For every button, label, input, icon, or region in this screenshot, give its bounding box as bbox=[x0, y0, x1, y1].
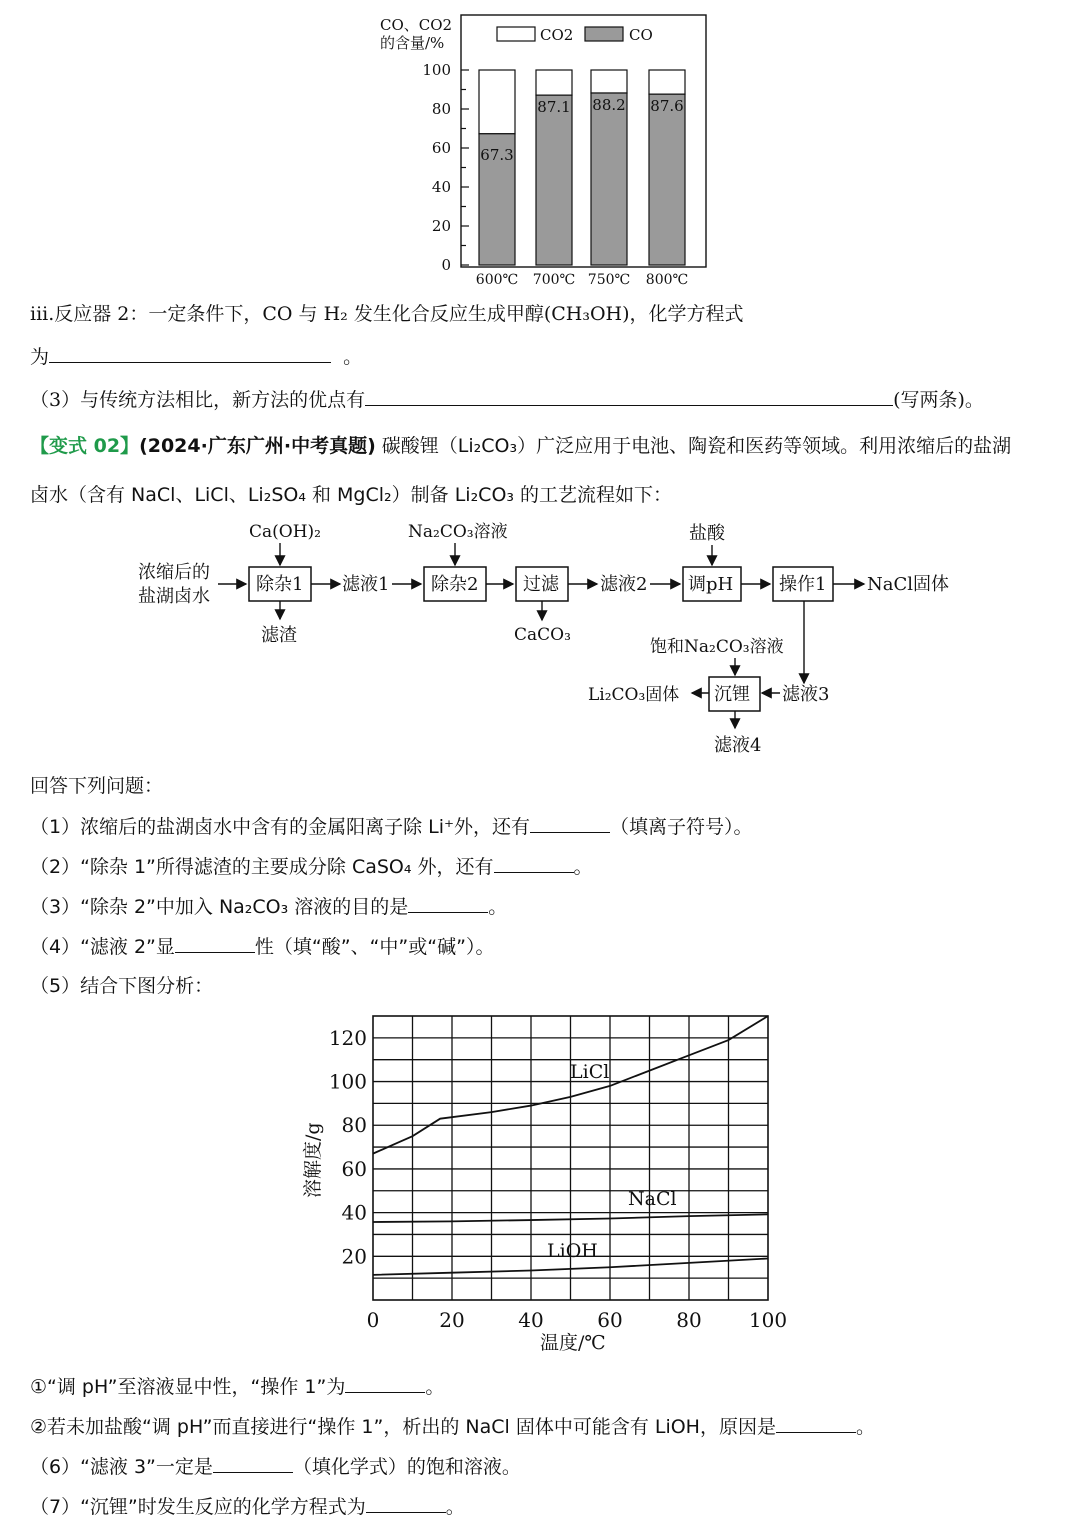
answer-blank-7[interactable] bbox=[366, 1492, 446, 1513]
solubility-ytick-label: 120 bbox=[328, 1025, 367, 1050]
bar-chart-xtick-label: 800℃ bbox=[645, 272, 689, 288]
flow-step6: 沉锂 bbox=[714, 684, 750, 705]
bar-data-label: 87.6 bbox=[650, 97, 684, 116]
question-5: （5）结合下图分析： bbox=[30, 975, 214, 997]
flow-start-line2: 盐湖卤水 bbox=[138, 586, 210, 607]
flow-start-line1: 浓缩后的 bbox=[138, 562, 210, 583]
bar-chart-ytick-label: 60 bbox=[431, 139, 451, 157]
bar-data-label: 87.1 bbox=[537, 98, 571, 117]
solubility-ytick-label: 40 bbox=[341, 1200, 367, 1225]
legend-label-co2: CO2 bbox=[540, 26, 574, 44]
flow-step4: 调pH bbox=[688, 574, 734, 595]
solubility-xtick-label: 0 bbox=[366, 1308, 380, 1332]
solubility-xlabel: 温度/℃ bbox=[540, 1332, 606, 1354]
variant-source: (2024·广东广州·中考真题) bbox=[139, 435, 376, 457]
flow-step2: 除杂2 bbox=[431, 574, 479, 595]
bar-co2 bbox=[479, 70, 515, 134]
bar-chart-xtick-label: 600℃ bbox=[475, 272, 519, 288]
legend-label-co: CO bbox=[629, 26, 653, 44]
flow-step1: 除杂1 bbox=[256, 574, 304, 595]
answer-blank-2[interactable] bbox=[494, 852, 574, 873]
answer-blank-5a[interactable] bbox=[345, 1372, 425, 1393]
solubility-ytick-label: 20 bbox=[341, 1244, 367, 1269]
bar-co bbox=[649, 94, 685, 265]
bar-chart-ytick-label: 40 bbox=[431, 178, 451, 196]
flow-waste1: 滤渣 bbox=[261, 625, 297, 646]
curve-label-licl: LiCl bbox=[570, 1061, 610, 1083]
flow-filtrate2: 滤液2 bbox=[600, 574, 648, 595]
question-6: （6）“滤液 3”一定是 （填化学式）的饱和溶液。 bbox=[30, 1452, 521, 1481]
solubility-ylabel: 溶解度/g bbox=[302, 1122, 324, 1198]
bar-chart-xtick-label: 700℃ bbox=[532, 272, 576, 288]
flow-reagent1: Ca(OH)₂ bbox=[249, 522, 321, 542]
question-iii-line1: iii.反应器 2：一定条件下，CO 与 H₂ 发生化合反应生成甲醇(CH₃OH)，化学方程式 bbox=[30, 303, 744, 325]
answer-blank-5b[interactable] bbox=[776, 1412, 856, 1433]
questions-intro: 回答下列问题： bbox=[30, 775, 164, 797]
legend-swatch-co bbox=[585, 27, 623, 41]
question-7: （7）“沉锂”时发生反应的化学方程式为 。 bbox=[30, 1492, 465, 1521]
bar-chart-ytick-label: 20 bbox=[431, 217, 451, 235]
process-flow-chart bbox=[0, 515, 1080, 765]
bar-chart-ylabel-1: CO、CO2 bbox=[380, 16, 453, 34]
curve-label-lioh: LiOH bbox=[547, 1240, 598, 1262]
bar-chart-xtick-label: 750℃ bbox=[587, 272, 631, 288]
bar-co2 bbox=[536, 70, 572, 95]
question-3: （3）“除杂 2”中加入 Na₂CO₃ 溶液的目的是 。 bbox=[30, 892, 507, 921]
flow-product5: NaCl固体 bbox=[867, 574, 950, 595]
flow-filtrate4: 滤液4 bbox=[714, 735, 762, 756]
question-4: （4）“滤液 2”显 性（填“酸”、“中”或“碱”）。 bbox=[30, 932, 494, 961]
flow-reagent4: 盐酸 bbox=[689, 523, 725, 544]
answer-blank-iii[interactable] bbox=[49, 342, 331, 363]
answer-blank-4[interactable] bbox=[175, 932, 255, 953]
solubility-xtick-label: 60 bbox=[597, 1308, 623, 1332]
bar-data-label: 67.3 bbox=[480, 145, 514, 164]
co-co2-bar-chart bbox=[375, 8, 715, 293]
flow-filtrate3: 滤液3 bbox=[782, 684, 830, 705]
bar-chart-ytick-label: 100 bbox=[422, 61, 451, 79]
solubility-ytick-label: 80 bbox=[341, 1113, 367, 1138]
curve-label-nacl: NaCl bbox=[628, 1188, 677, 1210]
bar-co bbox=[536, 95, 572, 265]
question-3-advantages: （3）与传统方法相比，新方法的优点有 (写两条)。 bbox=[30, 385, 984, 414]
question-5b: ②若未加盐酸“调 pH”而直接进行“操作 1”，析出的 NaCl 固体中可能含有 LiOH，原因是 。 bbox=[30, 1412, 875, 1441]
flow-reagent2: Na₂CO₃溶液 bbox=[408, 522, 508, 542]
question-1: （1）浓缩后的盐湖卤水中含有的金属阳离子除 Li⁺外，还有 （填离子符号）。 bbox=[30, 812, 753, 841]
answer-blank-1[interactable] bbox=[530, 812, 610, 833]
solubility-xtick-label: 80 bbox=[676, 1308, 702, 1332]
flow-product6: Li₂CO₃固体 bbox=[588, 685, 680, 705]
solubility-xtick-label: 20 bbox=[439, 1308, 465, 1332]
bar-chart-ytick-label: 0 bbox=[441, 256, 451, 274]
bar-co2 bbox=[591, 70, 627, 93]
variant-text-2: 卤水（含有 NaCl、LiCl、Li₂SO₄ 和 MgCl₂）制备 Li₂CO₃ 的工艺流程如下： bbox=[30, 484, 673, 506]
flow-reagent6: 饱和Na₂CO₃溶液 bbox=[650, 637, 784, 657]
flow-step3: 过滤 bbox=[523, 574, 559, 595]
flow-waste3: CaCO₃ bbox=[514, 625, 571, 645]
variant-heading: 【变式 02】(2024·广东广州·中考真题) 碳酸锂（Li₂CO₃）广泛应用于电池、陶瓷和医药等领域。利用浓缩后的盐湖 bbox=[30, 435, 1012, 457]
variant-tag: 【变式 02】 bbox=[30, 435, 140, 457]
question-5a: ①“调 pH”至溶液显中性，“操作 1”为 。 bbox=[30, 1372, 444, 1401]
answer-blank-6[interactable] bbox=[213, 1452, 293, 1473]
solubility-xtick-label: 40 bbox=[518, 1308, 544, 1332]
answer-blank-advantages[interactable] bbox=[365, 385, 893, 406]
answer-blank-3[interactable] bbox=[408, 892, 488, 913]
solubility-ytick-label: 60 bbox=[341, 1156, 367, 1181]
bar-chart-ytick-label: 80 bbox=[431, 100, 451, 118]
question-iii-line2: 为 。 bbox=[30, 342, 362, 371]
bar-co bbox=[591, 93, 627, 265]
question-2: （2）“除杂 1”所得滤渣的主要成分除 CaSO₄ 外，还有 。 bbox=[30, 852, 593, 881]
bar-chart-ylabel-2: 的含量/% bbox=[380, 34, 445, 52]
flow-step5: 操作1 bbox=[779, 574, 827, 595]
solubility-xtick-label: 100 bbox=[748, 1308, 788, 1332]
bar-data-label: 88.2 bbox=[592, 96, 626, 115]
legend-swatch-co2 bbox=[497, 27, 535, 41]
solubility-ytick-label: 100 bbox=[328, 1069, 367, 1094]
bar-co2 bbox=[649, 70, 685, 94]
flow-filtrate1: 滤液1 bbox=[342, 574, 390, 595]
solubility-chart bbox=[295, 1008, 805, 1358]
